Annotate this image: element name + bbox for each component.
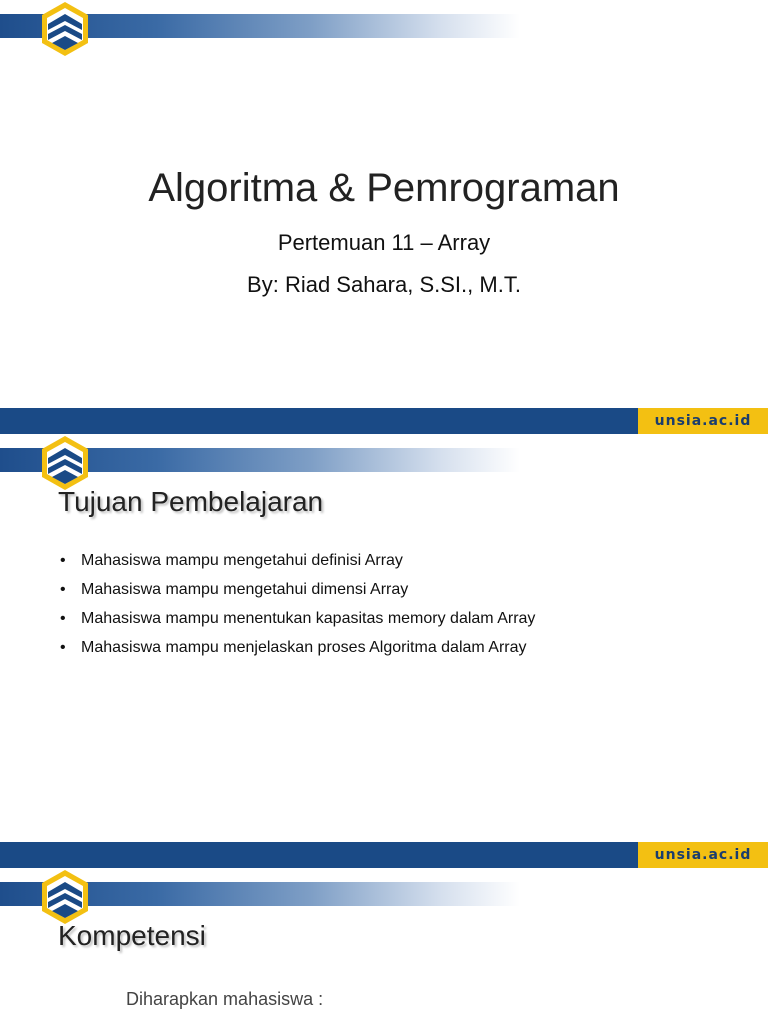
unsia-shield-logo-icon	[36, 868, 94, 926]
footer-url: unsia.ac.id	[638, 842, 768, 868]
slide-tujuan	[0, 434, 768, 868]
footer-url: unsia.ac.id	[638, 408, 768, 434]
presentation-title: Algoritma & Pemrograman	[148, 166, 620, 210]
session-subtitle: Pertemuan 11 – Array	[277, 230, 491, 255]
list-item: • Mahasiswa mampu mengetahui dimensi Array	[60, 575, 535, 604]
slide-kompetensi	[0, 868, 768, 1024]
footer-band	[0, 842, 768, 868]
list-item: • Mahasiswa mampu menentukan kapasitas memory dalam Array	[60, 604, 535, 633]
intro-text: Diharapkan mahasiswa :	[126, 989, 324, 1009]
footer-band	[0, 408, 768, 434]
list-item: • Mahasiswa mampu menjelaskan proses Algoritma dalam Array	[60, 633, 535, 662]
author-line: By: Riad Sahara, S.SI., M.T.	[247, 272, 521, 297]
unsia-shield-logo-icon	[36, 434, 94, 492]
section-title: Tujuan Pembelajaran	[58, 486, 324, 517]
objectives-list	[60, 546, 535, 662]
unsia-shield-logo-icon	[36, 0, 94, 58]
section-title: Kompetensi	[58, 920, 206, 951]
slide-title	[0, 0, 768, 434]
list-item: • Mahasiswa mampu mengetahui definisi Array	[60, 546, 535, 575]
